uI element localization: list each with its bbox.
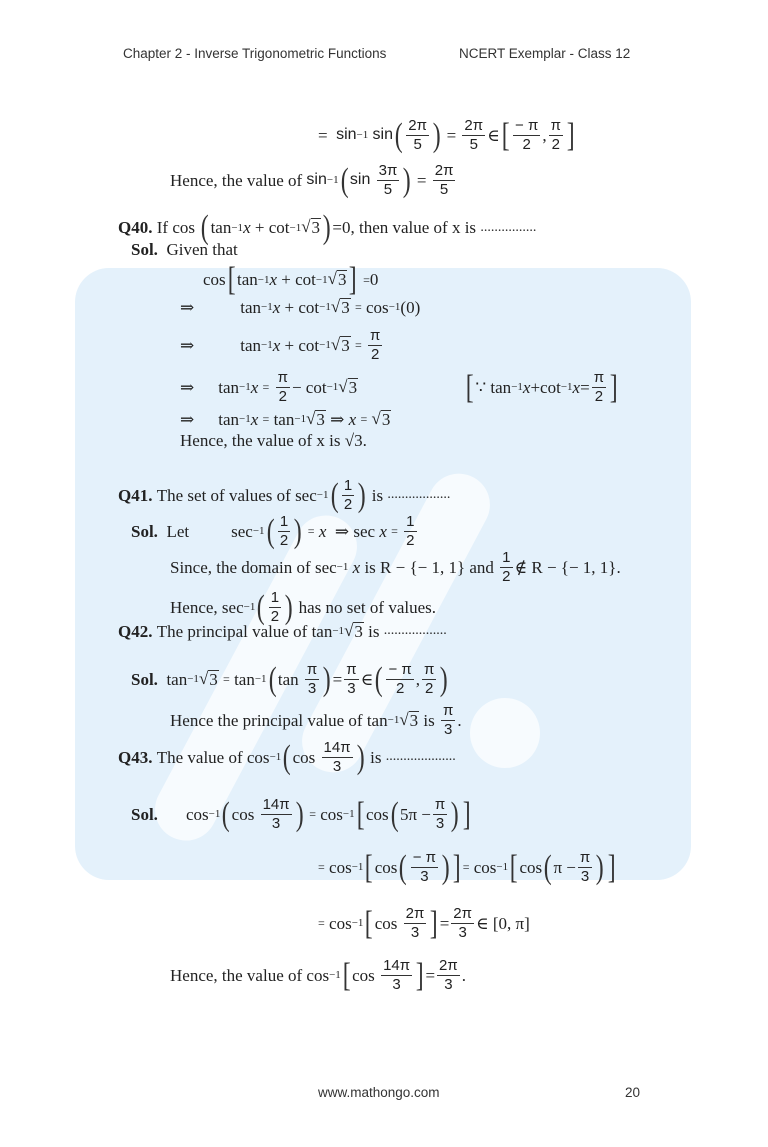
answer-blank: .................. bbox=[383, 623, 447, 639]
question-40: Q40. If cos ( tan −1 x + cot −1 √ 3 ) = 0 , then value of x is ................ bbox=[118, 209, 537, 246]
question-label: Q41. bbox=[118, 485, 153, 505]
q40-step-2: ⇒ tan −1 x + cot −1 √ 3 = cos −1 (0) bbox=[180, 297, 421, 317]
q41-domain-note: Since, the domain of sec −1 x is R − {− 1, 1} and $\frac{1}{2}$ ∉ R − {− 1, 1} . bbox=[170, 549, 621, 585]
question-label: Q43. bbox=[118, 747, 153, 767]
answer-blank: .................. bbox=[387, 487, 451, 503]
question-label: Q42. bbox=[118, 621, 153, 641]
q40-solution-label: Sol. Given that bbox=[131, 240, 238, 259]
q40-step-3: ⇒ tan −1 x + cot −1 √ 3 = $\frac{\pi}{2}$ bbox=[180, 327, 381, 363]
answer-blank: ................ bbox=[480, 219, 537, 235]
prev-step: = sin −1 sin ( $\frac{2\pi}{5}$ ) = $\frac{2\pi}{5}$ ∈ [ $\frac{- \pi}{2}$ , $\frac{\pi}{2}$ ] bbox=[318, 116, 575, 154]
q43-step-3: = cos −1 [ cos $\frac{2\pi}{3}$ ] = $\frac{2\pi}{3}$ ∈ [0, π] bbox=[318, 904, 530, 942]
answer-blank: .................... bbox=[385, 749, 456, 765]
question-label: Q40. bbox=[118, 218, 153, 238]
page-number: 20 bbox=[625, 1085, 641, 1100]
q43-step-2: = cos −1 [ cos ( $\frac{- \pi}{3}$ ) ] = cos −1 [ cos ( π − $\frac{\pi}{3}$ ) ] bbox=[318, 848, 616, 886]
q41-step-1: Sol. Let sec −1 ( $\frac{1}{2}$ ) = x ⇒ sec x = $\frac{1}{2}$ bbox=[131, 512, 415, 550]
q40-step-5: ⇒ tan −1 x = tan −1 √ 3 ⇒ x = √ 3 bbox=[180, 409, 391, 429]
q43-conclusion: Hence, the value of cos −1 [ cos $\frac{14\pi}{3}$ ] = $\frac{2\pi}{3}$ . bbox=[170, 956, 466, 994]
question-43: Q43. The value of cos −1 ( cos $\frac{14\pi}{3}$ ) is .................... bbox=[118, 738, 456, 776]
q40-reason: [ ∵ tan −1 x + cot −1 x = $\frac{\pi}{2}$ ] bbox=[465, 368, 618, 406]
q43-step-1: Sol. cos −1 ( cos $\frac{14\pi}{3}$ ) = cos −1 [ cos ( 5π − $\frac{\pi}{3}$ ) ] bbox=[131, 795, 471, 833]
header-book-title: NCERT Exemplar - Class 12 bbox=[459, 46, 631, 61]
header-chapter-title: Chapter 2 - Inverse Trigonometric Functions bbox=[123, 46, 387, 61]
q40-conclusion: Hence, the value of x is √3. bbox=[180, 431, 367, 450]
footer-website-link[interactable]: www.mathongo.com bbox=[318, 1085, 440, 1100]
q42-conclusion: Hence the principal value of tan −1 √ 3 is $\frac{\pi}{3}$ . bbox=[170, 702, 462, 738]
q41-conclusion: Hence, sec −1 ( $\frac{1}{2}$ ) has no set of values. bbox=[170, 588, 436, 626]
prev-conclusion: Hence, the value of sin −1 ( sin $\frac{3\pi}{5}$ ) = $\frac{2\pi}{5}$ bbox=[170, 161, 454, 199]
q40-step-4: ⇒ tan −1 x = $\frac{\pi}{2}$ − cot −1 √ 3 bbox=[180, 369, 358, 405]
q40-step-1: cos [ tan −1 x + cot −1 √ 3 ] = 0 bbox=[203, 261, 379, 298]
question-41: Q41. The set of values of sec −1 ( $\frac{1}{2}$ ) is .................. bbox=[118, 476, 451, 514]
question-42: Q42. The principal value of tan −1 √ 3 is .................. bbox=[118, 621, 447, 641]
watermark-dot bbox=[470, 698, 540, 768]
q42-step-1: Sol. tan −1 √ 3 = tan −1 ( tan $\frac{\pi}{3}$ ) = $\frac{\pi}{3}$ ∈ ( $\frac{- \pi}{2}$ , $\frac{\pi}{2}$ ) bbox=[131, 660, 449, 698]
